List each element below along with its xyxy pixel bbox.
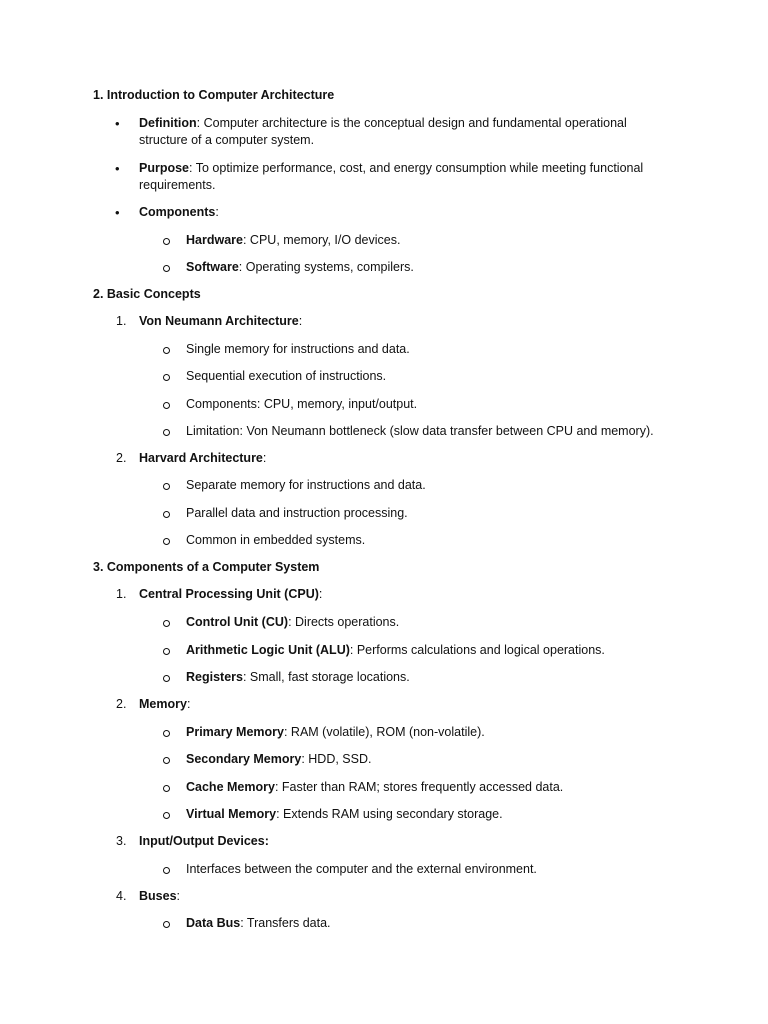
item-term: Virtual Memory	[186, 807, 277, 821]
circle-bullet-icon	[163, 402, 170, 409]
list-item	[139, 204, 219, 221]
item-text: :	[186, 697, 191, 711]
item-text: :	[298, 314, 303, 328]
circle-bullet-icon	[163, 265, 170, 272]
circle-bullet-icon	[163, 538, 170, 545]
sub-item	[186, 779, 563, 796]
item-term: Software	[186, 260, 239, 274]
sub-item	[186, 669, 410, 686]
sub-item: Limitation: Von Neumann bottleneck (slow data transfer between CPU and memory).	[186, 424, 654, 438]
bullet-marker: •	[115, 205, 120, 220]
item-text-continued: requirements.	[139, 178, 216, 192]
list-number: 3.	[116, 834, 127, 848]
circle-bullet-icon	[163, 675, 170, 682]
circle-bullet-icon	[163, 648, 170, 655]
item-text: : Computer architecture is the conceptual design and fundamental operational	[196, 116, 627, 130]
item-text: :	[215, 205, 219, 219]
sub-item	[186, 642, 605, 659]
circle-bullet-icon	[163, 238, 170, 245]
item-term: Harvard Architecture	[139, 451, 263, 465]
item-term: Components	[139, 205, 216, 219]
item-text: :	[262, 451, 267, 465]
list-number: 1.	[116, 314, 127, 328]
sub-item: Sequential execution of instructions.	[186, 369, 387, 383]
list-item	[139, 313, 302, 330]
list-number: 2.	[116, 697, 127, 711]
list-number: 1.	[116, 587, 127, 601]
sub-item: Interfaces between the computer and the external environment.	[186, 862, 537, 876]
circle-bullet-icon	[163, 921, 170, 928]
sub-item	[186, 614, 399, 631]
item-text: : Performs calculations and logical operations.	[349, 643, 605, 657]
bullet-marker: •	[115, 116, 120, 131]
list-item	[139, 586, 322, 603]
item-term: Definition	[139, 116, 197, 130]
section-heading: 1. Introduction to Computer Architecture	[93, 88, 335, 102]
circle-bullet-icon	[163, 730, 170, 737]
sub-item: Components: CPU, memory, input/output.	[186, 397, 418, 411]
sub-item: Common in embedded systems.	[186, 533, 366, 547]
item-term: Data Bus	[186, 916, 241, 930]
circle-bullet-icon	[163, 812, 170, 819]
item-text: : Faster than RAM; stores frequently accessed data.	[274, 780, 564, 794]
sub-item: Separate memory for instructions and data.	[186, 478, 426, 492]
item-term: Central Processing Unit (CPU)	[139, 587, 319, 601]
item-term: Arithmetic Logic Unit (ALU)	[186, 643, 350, 657]
bullet-marker: •	[115, 161, 120, 176]
item-text: : Extends RAM using secondary storage.	[276, 807, 503, 821]
sub-item	[186, 724, 485, 741]
section-heading: 2. Basic Concepts	[93, 287, 201, 301]
list-number: 4.	[116, 889, 127, 903]
sub-item: Single memory for instructions and data.	[186, 342, 410, 356]
list-item	[139, 450, 266, 467]
list-item	[139, 888, 180, 905]
item-text: :	[318, 587, 323, 601]
sub-item	[186, 259, 414, 276]
list-item	[139, 696, 190, 713]
item-text: : Transfers data.	[240, 916, 331, 930]
item-text: : CPU, memory, I/O devices.	[242, 233, 401, 247]
list-item	[139, 160, 643, 177]
item-text: : Operating systems, compilers.	[238, 260, 414, 274]
item-term: Purpose	[139, 161, 190, 175]
item-term: Control Unit (CU)	[186, 615, 289, 629]
circle-bullet-icon	[163, 511, 170, 518]
sub-item	[186, 232, 400, 249]
circle-bullet-icon	[163, 620, 170, 627]
sub-item	[186, 751, 371, 768]
circle-bullet-icon	[163, 757, 170, 764]
item-term: Hardware	[186, 233, 243, 247]
circle-bullet-icon	[163, 429, 170, 436]
item-text: : HDD, SSD.	[301, 752, 372, 766]
list-number: 2.	[116, 451, 127, 465]
item-text: : Small, fast storage locations.	[242, 670, 410, 684]
list-item	[139, 833, 269, 850]
circle-bullet-icon	[163, 867, 170, 874]
circle-bullet-icon	[163, 483, 170, 490]
sub-item	[186, 806, 503, 823]
section-heading: 3. Components of a Computer System	[93, 560, 320, 574]
list-item	[139, 115, 627, 132]
item-term: Input/Output Devices:	[139, 834, 269, 848]
circle-bullet-icon	[163, 374, 170, 381]
item-term: Secondary Memory	[186, 752, 302, 766]
circle-bullet-icon	[163, 347, 170, 354]
item-text: :	[176, 889, 181, 903]
sub-item: Parallel data and instruction processing.	[186, 506, 408, 520]
circle-bullet-icon	[163, 785, 170, 792]
item-text: : To optimize performance, cost, and energy consumption while meeting functional	[189, 161, 644, 175]
item-text: : RAM (volatile), ROM (non-volatile).	[283, 725, 485, 739]
item-term: Von Neumann Architecture	[139, 314, 299, 328]
item-term: Primary Memory	[186, 725, 284, 739]
item-text-continued: structure of a computer system.	[139, 133, 315, 147]
sub-item	[186, 915, 331, 932]
item-term: Registers	[186, 670, 243, 684]
item-term: Cache Memory	[186, 780, 275, 794]
item-term: Buses	[139, 889, 177, 903]
item-text: : Directs operations.	[288, 615, 400, 629]
item-term: Memory	[139, 697, 187, 711]
